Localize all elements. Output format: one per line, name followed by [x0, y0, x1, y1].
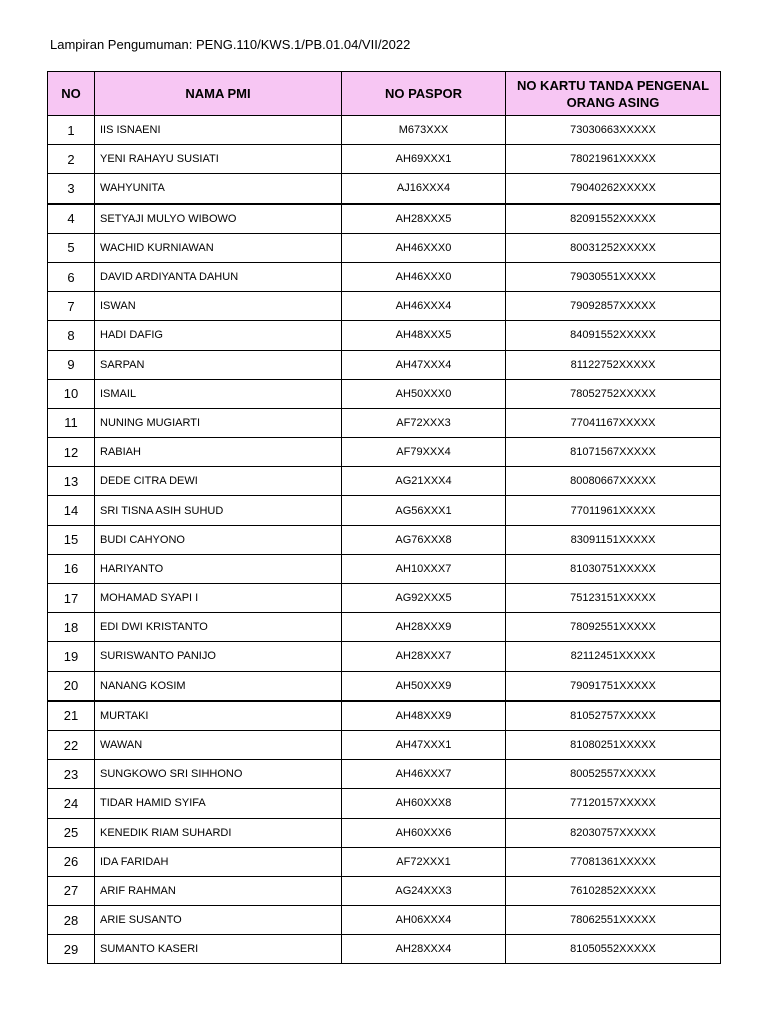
table-body	[48, 116, 721, 964]
row-name: WAWAN	[95, 730, 342, 759]
row-paspor: AH47XXX1	[342, 730, 506, 759]
row-kartu: 81050552XXXXX	[506, 935, 721, 964]
table-row	[48, 321, 721, 350]
row-kartu: 79030551XXXXX	[506, 262, 721, 291]
row-no: 2	[48, 145, 95, 174]
row-name: WAHYUNITA	[95, 174, 342, 204]
pmi-table	[47, 71, 721, 964]
row-paspor: AH28XXX7	[342, 642, 506, 671]
table-row	[48, 467, 721, 496]
row-kartu: 77120157XXXXX	[506, 789, 721, 818]
table-row	[48, 496, 721, 525]
row-no: 26	[48, 847, 95, 876]
row-name: SARPAN	[95, 350, 342, 379]
row-kartu: 76102852XXXXX	[506, 876, 721, 905]
row-no: 6	[48, 262, 95, 291]
table-row	[48, 584, 721, 613]
row-name: SUNGKOWO SRI SIHHONO	[95, 760, 342, 789]
table-row	[48, 789, 721, 818]
row-paspor: AH50XXX9	[342, 671, 506, 701]
row-paspor: AH69XXX1	[342, 145, 506, 174]
row-kartu: 77041167XXXXX	[506, 408, 721, 437]
row-name: IIS ISNAENI	[95, 116, 342, 145]
row-no: 17	[48, 584, 95, 613]
row-name: MURTAKI	[95, 701, 342, 731]
row-paspor: AH28XXX4	[342, 935, 506, 964]
row-name: HARIYANTO	[95, 554, 342, 583]
row-kartu: 81052757XXXXX	[506, 701, 721, 731]
row-no: 4	[48, 204, 95, 234]
table-row	[48, 847, 721, 876]
row-kartu: 82091552XXXXX	[506, 204, 721, 234]
table-row	[48, 204, 721, 234]
row-kartu: 78092551XXXXX	[506, 613, 721, 642]
row-name: EDI DWI KRISTANTO	[95, 613, 342, 642]
row-kartu: 79040262XXXXX	[506, 174, 721, 204]
row-paspor: AG76XXX8	[342, 525, 506, 554]
row-no: 25	[48, 818, 95, 847]
row-paspor: AG24XXX3	[342, 876, 506, 905]
row-no: 12	[48, 438, 95, 467]
row-kartu: 80031252XXXXX	[506, 233, 721, 262]
table-row	[48, 262, 721, 291]
row-paspor: AJ16XXX4	[342, 174, 506, 204]
row-name: NUNING MUGIARTI	[95, 408, 342, 437]
row-no: 13	[48, 467, 95, 496]
table-row	[48, 379, 721, 408]
row-kartu: 84091552XXXXX	[506, 321, 721, 350]
row-paspor: AH60XXX8	[342, 789, 506, 818]
row-no: 27	[48, 876, 95, 905]
header-no: NO	[48, 72, 95, 116]
row-paspor: AH46XXX7	[342, 760, 506, 789]
table-row	[48, 292, 721, 321]
row-kartu: 82112451XXXXX	[506, 642, 721, 671]
table-row	[48, 350, 721, 379]
table-row	[48, 935, 721, 964]
row-no: 8	[48, 321, 95, 350]
row-name: SETYAJI MULYO WIBOWO	[95, 204, 342, 234]
row-name: KENEDIK RIAM SUHARDI	[95, 818, 342, 847]
header-paspor: NO PASPOR	[342, 72, 506, 116]
table-row	[48, 525, 721, 554]
row-name: SURISWANTO PANIJO	[95, 642, 342, 671]
row-paspor: M673XXX	[342, 116, 506, 145]
row-paspor: AH28XXX5	[342, 204, 506, 234]
row-paspor: AH28XXX9	[342, 613, 506, 642]
row-no: 18	[48, 613, 95, 642]
row-paspor: AH46XXX4	[342, 292, 506, 321]
table-row	[48, 554, 721, 583]
table-header-row	[48, 72, 721, 116]
row-name: DAVID ARDIYANTA DAHUN	[95, 262, 342, 291]
row-name: ARIE SUSANTO	[95, 906, 342, 935]
row-name: IDA FARIDAH	[95, 847, 342, 876]
row-no: 29	[48, 935, 95, 964]
row-no: 19	[48, 642, 95, 671]
row-paspor: AH50XXX0	[342, 379, 506, 408]
row-paspor: AH46XXX0	[342, 262, 506, 291]
row-paspor: AF72XXX3	[342, 408, 506, 437]
row-paspor: AH60XXX6	[342, 818, 506, 847]
table-row	[48, 876, 721, 905]
row-name: SRI TISNA ASIH SUHUD	[95, 496, 342, 525]
row-paspor: AH46XXX0	[342, 233, 506, 262]
row-kartu: 73030663XXXXX	[506, 116, 721, 145]
row-kartu: 80052557XXXXX	[506, 760, 721, 789]
row-no: 3	[48, 174, 95, 204]
row-no: 24	[48, 789, 95, 818]
row-paspor: AH47XXX4	[342, 350, 506, 379]
row-kartu: 81071567XXXXX	[506, 438, 721, 467]
table-row	[48, 145, 721, 174]
table-row	[48, 116, 721, 145]
row-name: NANANG KOSIM	[95, 671, 342, 701]
row-paspor: AG56XXX1	[342, 496, 506, 525]
row-kartu: 78021961XXXXX	[506, 145, 721, 174]
row-name: YENI RAHAYU SUSIATI	[95, 145, 342, 174]
row-kartu: 77011961XXXXX	[506, 496, 721, 525]
row-no: 14	[48, 496, 95, 525]
header-name: NAMA PMI	[95, 72, 342, 116]
row-name: HADI DAFIG	[95, 321, 342, 350]
row-name: RABIAH	[95, 438, 342, 467]
row-paspor: AF79XXX4	[342, 438, 506, 467]
table-row	[48, 701, 721, 731]
table-row	[48, 730, 721, 759]
table-row	[48, 408, 721, 437]
row-no: 5	[48, 233, 95, 262]
row-name: ARIF RAHMAN	[95, 876, 342, 905]
row-no: 28	[48, 906, 95, 935]
table-row	[48, 613, 721, 642]
row-kartu: 77081361XXXXX	[506, 847, 721, 876]
row-paspor: AH10XXX7	[342, 554, 506, 583]
row-paspor: AG92XXX5	[342, 584, 506, 613]
row-name: ISWAN	[95, 292, 342, 321]
table-row	[48, 233, 721, 262]
row-no: 23	[48, 760, 95, 789]
row-no: 9	[48, 350, 95, 379]
row-no: 11	[48, 408, 95, 437]
header-kartu: NO KARTU TANDA PENGENAL ORANG ASING	[506, 72, 721, 116]
row-no: 20	[48, 671, 95, 701]
row-name: DEDE CITRA DEWI	[95, 467, 342, 496]
table-row	[48, 760, 721, 789]
table-row	[48, 642, 721, 671]
row-no: 22	[48, 730, 95, 759]
row-name: MOHAMAD SYAPI I	[95, 584, 342, 613]
table-row	[48, 671, 721, 701]
row-kartu: 78052752XXXXX	[506, 379, 721, 408]
table-row	[48, 174, 721, 204]
row-paspor: AH48XXX5	[342, 321, 506, 350]
row-name: WACHID KURNIAWAN	[95, 233, 342, 262]
row-name: SUMANTO KASERI	[95, 935, 342, 964]
row-kartu: 79092857XXXXX	[506, 292, 721, 321]
row-no: 7	[48, 292, 95, 321]
row-kartu: 81030751XXXXX	[506, 554, 721, 583]
row-no: 21	[48, 701, 95, 731]
row-paspor: AH06XXX4	[342, 906, 506, 935]
row-paspor: AF72XXX1	[342, 847, 506, 876]
row-kartu: 78062551XXXXX	[506, 906, 721, 935]
row-no: 16	[48, 554, 95, 583]
row-kartu: 81122752XXXXX	[506, 350, 721, 379]
row-name: TIDAR HAMID SYIFA	[95, 789, 342, 818]
document-reference: Lampiran Pengumuman: PENG.110/KWS.1/PB.01.04/VII/2022	[50, 37, 411, 52]
row-paspor: AH48XXX9	[342, 701, 506, 731]
row-kartu: 75123151XXXXX	[506, 584, 721, 613]
row-no: 1	[48, 116, 95, 145]
table-row	[48, 906, 721, 935]
row-kartu: 83091151XXXXX	[506, 525, 721, 554]
table-row	[48, 818, 721, 847]
table-row	[48, 438, 721, 467]
row-kartu: 80080667XXXXX	[506, 467, 721, 496]
row-paspor: AG21XXX4	[342, 467, 506, 496]
row-name: BUDI CAHYONO	[95, 525, 342, 554]
row-kartu: 81080251XXXXX	[506, 730, 721, 759]
row-no: 10	[48, 379, 95, 408]
row-kartu: 82030757XXXXX	[506, 818, 721, 847]
row-no: 15	[48, 525, 95, 554]
row-name: ISMAIL	[95, 379, 342, 408]
row-kartu: 79091751XXXXX	[506, 671, 721, 701]
